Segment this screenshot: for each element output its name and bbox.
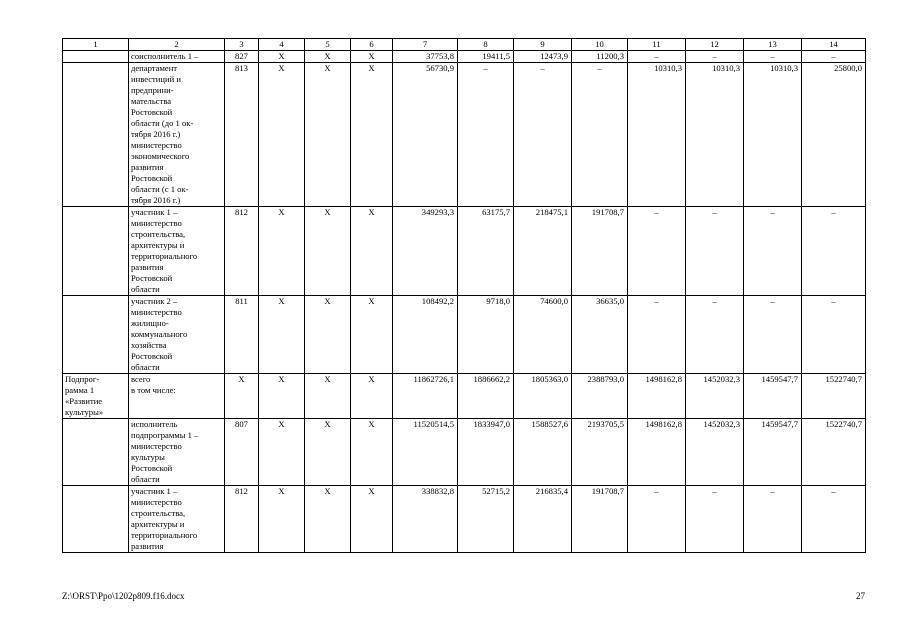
executor-cell-line: подпрограммы 1 – — [131, 430, 199, 440]
executor-cell — [129, 419, 225, 486]
executor-cell-line: Ростовской — [131, 173, 173, 183]
executor-cell-line: развития — [131, 541, 164, 551]
code-cell: X — [305, 207, 351, 296]
amount-cell: – — [686, 51, 744, 63]
executor-cell-line: области (с 1 ок- — [131, 184, 189, 194]
amount-cell: 108492,2 — [393, 296, 458, 374]
amount-cell: 10310,3 — [628, 63, 686, 207]
amount-cell: 25800,0 — [802, 63, 866, 207]
executor-cell-line: министерство — [131, 218, 182, 228]
executor-cell-line: области — [131, 284, 160, 294]
executor-cell-line: области (до 1 ок- — [131, 118, 194, 128]
amount-cell: – — [572, 63, 628, 207]
amount-cell: 1886662,2 — [458, 374, 514, 419]
amount-cell: – — [514, 63, 572, 207]
amount-cell: 19411,5 — [458, 51, 514, 63]
amount-cell: 36635,0 — [572, 296, 628, 374]
column-number-cell: 10 — [572, 39, 628, 51]
executor-cell-line: развития — [131, 262, 164, 272]
executor-cell-line: культуры — [131, 452, 165, 462]
table-body — [63, 39, 866, 553]
column-number-cell: 8 — [458, 39, 514, 51]
executor-cell-line: тября 2016 г.) — [131, 195, 181, 205]
executor-cell-line: области — [131, 474, 160, 484]
program-name-cell — [63, 374, 129, 419]
executor-cell-line: архитектуры и — [131, 240, 185, 250]
executor-cell-line: всего — [131, 374, 151, 384]
amount-cell: 1805363,0 — [514, 374, 572, 419]
grbs-code-cell: 811 — [225, 296, 259, 374]
code-cell: X — [351, 374, 393, 419]
amount-cell: 10310,3 — [744, 63, 802, 207]
column-number-cell: 7 — [393, 39, 458, 51]
amount-cell: 1498162,8 — [628, 419, 686, 486]
amount-cell: 1498162,8 — [628, 374, 686, 419]
code-cell: X — [259, 374, 305, 419]
executor-cell-line: участник 2 – — [131, 296, 178, 306]
table-row — [63, 486, 866, 553]
code-cell: X — [351, 486, 393, 553]
page-number: 27 — [856, 591, 865, 601]
executor-cell-line: мательства — [131, 96, 172, 106]
amount-cell: – — [686, 207, 744, 296]
amount-cell: – — [744, 296, 802, 374]
code-cell: X — [305, 486, 351, 553]
code-cell: X — [351, 63, 393, 207]
executor-cell-line: министерство — [131, 307, 182, 317]
amount-cell: 1452032,3 — [686, 419, 744, 486]
table-row — [63, 51, 866, 63]
executor-cell-line: участник 1 – — [131, 207, 178, 217]
amount-cell: 1522740,7 — [802, 419, 866, 486]
amount-cell: 12473,9 — [514, 51, 572, 63]
file-path-footer: Z:\ORST\Ppo\1202p809.f16.docx — [62, 591, 185, 601]
code-cell: X — [259, 486, 305, 553]
amount-cell: 1522740,7 — [802, 374, 866, 419]
code-cell: X — [259, 419, 305, 486]
amount-cell: 1459547,7 — [744, 374, 802, 419]
amount-cell: 56730,9 — [393, 63, 458, 207]
budget-table-page — [62, 38, 865, 553]
executor-cell-line: территориального — [131, 530, 198, 540]
executor-cell-line: строительства, — [131, 229, 186, 239]
code-cell: X — [305, 51, 351, 63]
executor-cell-line: департамент — [131, 63, 178, 73]
amount-cell: 11200,3 — [572, 51, 628, 63]
amount-cell: 1459547,7 — [744, 419, 802, 486]
executor-cell-line: Ростовской — [131, 107, 173, 117]
table-row — [63, 207, 866, 296]
amount-cell: 2193705,5 — [572, 419, 628, 486]
column-number-cell: 5 — [305, 39, 351, 51]
code-cell: X — [351, 51, 393, 63]
executor-cell-line: министерство — [131, 497, 182, 507]
amount-cell: 216835,4 — [514, 486, 572, 553]
executor-cell-line: предприни- — [131, 85, 174, 95]
executor-cell-line: жилищно- — [131, 318, 169, 328]
amount-cell: – — [628, 51, 686, 63]
amount-cell: 63175,7 — [458, 207, 514, 296]
executor-cell-line: строительства, — [131, 508, 186, 518]
program-name-cell — [63, 63, 129, 207]
code-cell: X — [305, 419, 351, 486]
code-cell: X — [259, 207, 305, 296]
executor-cell-line: участник 1 – — [131, 486, 178, 496]
column-number-cell: 11 — [628, 39, 686, 51]
table-row — [63, 296, 866, 374]
executor-cell-line: Ростовской — [131, 273, 173, 283]
amount-cell: 9718,0 — [458, 296, 514, 374]
amount-cell: – — [744, 486, 802, 553]
amount-cell: – — [628, 207, 686, 296]
table-row — [63, 63, 866, 207]
amount-cell: 74600,0 — [514, 296, 572, 374]
executor-cell-line: архитектуры и — [131, 519, 185, 529]
amount-cell: 52715,2 — [458, 486, 514, 553]
grbs-code-cell: X — [225, 374, 259, 419]
program-name-cell-line: Подпрог- — [65, 374, 100, 384]
program-name-cell — [63, 419, 129, 486]
table-row — [63, 419, 866, 486]
amount-cell: 349293,3 — [393, 207, 458, 296]
executor-cell-line: области — [131, 362, 160, 372]
amount-cell: – — [802, 296, 866, 374]
executor-cell-line: соисполнитель 1 – — [131, 51, 199, 61]
grbs-code-cell: 812 — [225, 207, 259, 296]
code-cell: X — [351, 296, 393, 374]
amount-cell: – — [458, 63, 514, 207]
program-name-cell — [63, 296, 129, 374]
program-name-cell-line: рамма 1 — [65, 385, 95, 395]
code-cell: X — [259, 296, 305, 374]
executor-cell-line: Ростовской — [131, 351, 173, 361]
executor-cell — [129, 51, 225, 63]
column-number-cell: 4 — [259, 39, 305, 51]
executor-cell — [129, 374, 225, 419]
code-cell: X — [259, 51, 305, 63]
grbs-code-cell: 812 — [225, 486, 259, 553]
amount-cell: 191708,7 — [572, 207, 628, 296]
executor-cell-line: хозяйства — [131, 340, 167, 350]
amount-cell: – — [744, 51, 802, 63]
column-number-row — [63, 39, 866, 51]
amount-cell: – — [744, 207, 802, 296]
table-row — [63, 374, 866, 419]
executor-cell-line: территориального — [131, 251, 198, 261]
column-number-cell: 14 — [802, 39, 866, 51]
amount-cell: – — [628, 486, 686, 553]
program-name-cell — [63, 207, 129, 296]
column-number-cell: 3 — [225, 39, 259, 51]
amount-cell: 11520514,5 — [393, 419, 458, 486]
executor-cell-line: исполнитель — [131, 419, 178, 429]
code-cell: X — [305, 296, 351, 374]
amount-cell: 11862726,1 — [393, 374, 458, 419]
amount-cell: 1452032,3 — [686, 374, 744, 419]
executor-cell-line: в том числе: — [131, 385, 176, 395]
executor-cell — [129, 296, 225, 374]
executor-cell — [129, 486, 225, 553]
column-number-cell: 6 — [351, 39, 393, 51]
amount-cell: 37753,8 — [393, 51, 458, 63]
executor-cell-line: министерство — [131, 441, 182, 451]
amount-cell: – — [686, 296, 744, 374]
grbs-code-cell: 827 — [225, 51, 259, 63]
amount-cell: 218475,1 — [514, 207, 572, 296]
program-name-cell-line: культуры» — [65, 407, 104, 417]
program-name-cell — [63, 486, 129, 553]
amount-cell: 191708,7 — [572, 486, 628, 553]
code-cell: X — [305, 63, 351, 207]
code-cell: X — [351, 207, 393, 296]
amount-cell: 1588527,6 — [514, 419, 572, 486]
amount-cell: – — [802, 51, 866, 63]
amount-cell: 338832,8 — [393, 486, 458, 553]
amount-cell: 2388793,0 — [572, 374, 628, 419]
budget-table — [62, 38, 866, 553]
executor-cell — [129, 207, 225, 296]
executor-cell-line: экономического — [131, 151, 190, 161]
executor-cell-line: тября 2016 г.) — [131, 129, 181, 139]
executor-cell-line: развития — [131, 162, 164, 172]
executor-cell-line: инвестиций и — [131, 74, 181, 84]
executor-cell — [129, 63, 225, 207]
column-number-cell: 12 — [686, 39, 744, 51]
executor-cell-line: коммунального — [131, 329, 188, 339]
code-cell: X — [305, 374, 351, 419]
column-number-cell: 2 — [129, 39, 225, 51]
amount-cell: 1833947,0 — [458, 419, 514, 486]
column-number-cell: 1 — [63, 39, 129, 51]
executor-cell-line: Ростовской — [131, 463, 173, 473]
executor-cell-line: министерство — [131, 140, 182, 150]
amount-cell: – — [802, 486, 866, 553]
amount-cell: – — [628, 296, 686, 374]
amount-cell: – — [802, 207, 866, 296]
program-name-cell-line: «Развитие — [65, 396, 103, 406]
code-cell: X — [351, 419, 393, 486]
column-number-cell: 9 — [514, 39, 572, 51]
grbs-code-cell: 813 — [225, 63, 259, 207]
amount-cell: – — [686, 486, 744, 553]
column-number-cell: 13 — [744, 39, 802, 51]
amount-cell: 10310,3 — [686, 63, 744, 207]
code-cell: X — [259, 63, 305, 207]
program-name-cell — [63, 51, 129, 63]
grbs-code-cell: 807 — [225, 419, 259, 486]
